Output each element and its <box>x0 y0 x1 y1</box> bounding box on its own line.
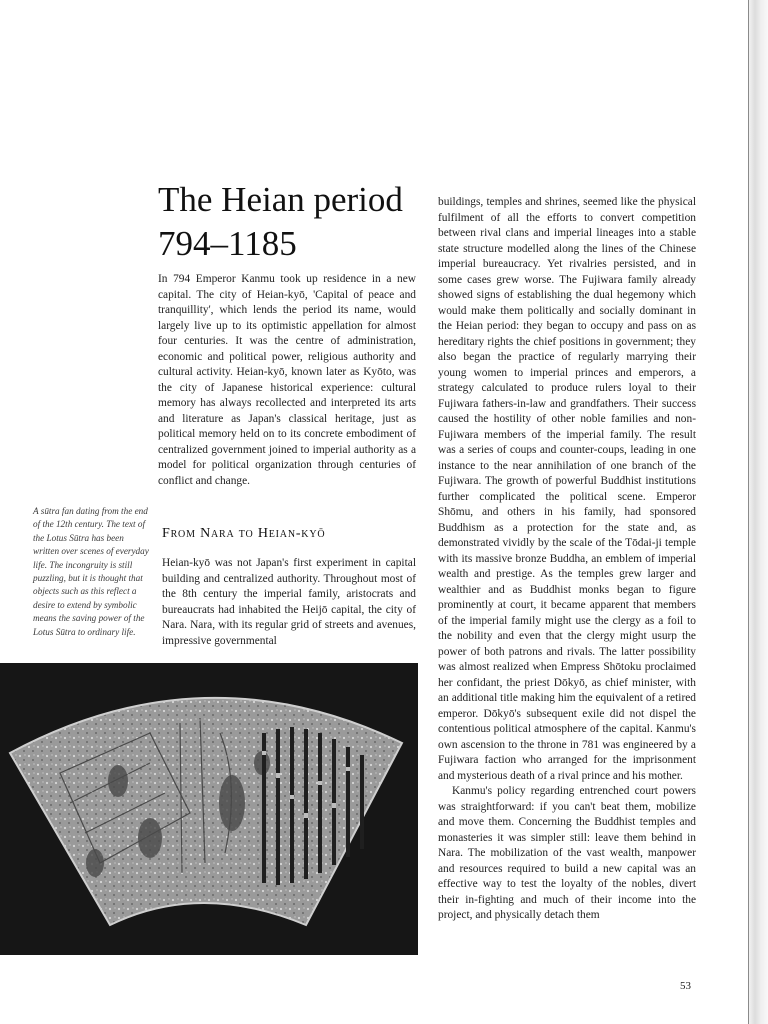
section-body <box>162 556 416 649</box>
intro-paragraph <box>158 272 416 489</box>
intro-text: In 794 Emperor Kanmu took up residence in a new capital. The city of Heian-kyō, 'Capital of peace and tranquillity', which lends the period its name, would largely live up to its optimistic appellation for almost four centuries. It was the centre of administration, economic and political power, religious authority and cultural activity. Heian-kyō, known later as Kyōto, was the city of Japanese historical experience: cultural memory has always recollected and interpreted its arts and literature as Japan's classical heritage, just as political memory held on to its concrete embodiment of centralized government joined to imperial authority as a model for political organization through centuries of conflict and change. <box>158 273 416 487</box>
section-heading: From Nara to Heian-kyō <box>162 526 326 541</box>
right-column-paragraph-1: buildings, temples and shrines, seemed like the physical fulfilment of all the efforts to convert competition between rival clans and imperial lineages into a stable state structure modelled along the lines of the Chinese imperial bureaucracy. Yet rivalries persisted, and in some cases grew worse. The Fujiwara family already showed signs of establishing the dual hegemony which would make them politically and socially dominant in the Heian period: they began to occupy and pass on as hereditary rights the chief positions in government; they also began the practice of regularly marrying their young women to imperial princes and emperors, a strategy calculated to produce rulers loyal to their Fujiwara fathers-in-law and grandfathers. Their success caused the hostility of other noble families and non-Fujiwara members of the imperial family. The result was a series of coups and counter-coups, leading in one instance to the near annihilation of one branch of the Fujiwara. The growth of powerful Buddhist institutions further complicated the political scene. Emperor Shōmu, and others in his family, had sponsored Buddhism as a protection for the state and, as demonstrated vividly by the scale of the Tōdai-ji temple with its massive bronze Buddha, an emblem of imperial wealth and prestige. As the temples grew larger and wealthier and as Buddhist monks began to figure prominently at court, it became apparent that members of the imperial family might use the clergy as a foil to the nobility and even that the clergy might usurp the power of both patrons and rivals. The latter possibility was almost realized when Empress Shōtoku proclaimed her confidant, the priest Dōkyō, as chief minister, with an additional title making him the equivalent of a retired emperor. Dōkyō's subsequent exile did not dispel the contentious political atmosphere of the capital. Kanmu's own ascension to the throne in 781 was engineered by a Fujiwara faction who arranged for the imprisonment and mysterious death of a rival prince and his mother. <box>438 196 696 782</box>
page-number: 53 <box>680 980 691 992</box>
page-title: The Heian period 794–1185 <box>158 180 403 263</box>
right-column-paragraph-2: Kanmu's policy regarding entrenched court powers was straightforward: if you can't beat them, mobilize and move them. Concerning the Buddhist temples and monasteries it was simpler still: leave them behind in Nara. The mobilization of the vast wealth, manpower and resources required to build a new capital was an effective way to test the loyalty of the nobles, divert their in-fighting and much of their income into the project, and physically detach them <box>438 785 696 921</box>
right-column <box>438 195 696 924</box>
figure-caption: A sūtra fan dating from the end of the 12th century. The text of the Lotus Sūtra has been written over scenes of everyday life. The incongruity is still puzzling, but it is thought that objects such as this reflect a desire to extend by symbolic means the saving power of the Lotus Sūtra to ordinary life. <box>33 506 149 637</box>
section-text: Heian-kyō was not Japan's first experiment in capital building and centralized authority. Throughout most of the 8th century the imperial family, aristocrats and bureaucrats had inhabited the Heijō capital, the city of Nara. Nara, with its regular grid of streets and avenues, impressive governmental <box>162 557 416 647</box>
page-edge <box>748 0 768 1024</box>
sutra-fan-illustration <box>0 663 418 955</box>
sutra-fan-image <box>0 663 418 955</box>
